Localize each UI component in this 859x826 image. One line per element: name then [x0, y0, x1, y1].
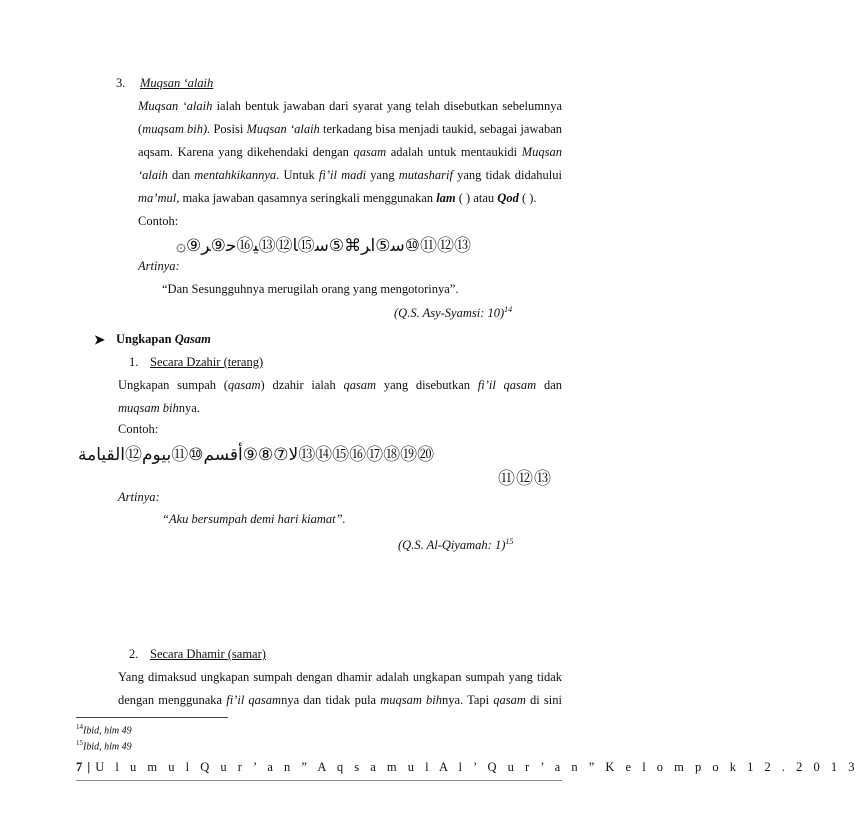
item1-arabic-verse-line-2: ⑪⑫⑬	[498, 469, 552, 489]
item2-paragraph-line-1: Yang dimaksud ungkapan sumpah dengan dhamir adalah ungkapan sumpah yang tidak	[118, 670, 562, 684]
ungkapan-title: Ungkapan Qasam	[116, 332, 211, 346]
section3-contoh-label: Contoh:	[138, 214, 179, 228]
arrow-bullet-icon: ➤	[94, 332, 105, 347]
section3-reference: (Q.S. Asy-Syamsi: 10)$^{14}$	[394, 305, 513, 321]
section3-heading: Muqsan ‘alaih	[140, 76, 214, 90]
section3-arabic-verse: ۞⑨ﺳ⑤ﺍﺮ⌘⑤ﺳ⑮ﺎ⑫⑬ﻴ⑯ﺣ⑨ﺮ⑩⑪⑫⑬	[176, 236, 471, 256]
item1-paragraph-line-1: Ungkapan sumpah (qasam) dzahir ialah qasam yang disebutkan fi’il qasam dan	[118, 378, 562, 392]
item1-arabic-verse-line-1: ﻻ⑦⑧⑨ﺃﻗﺴﻢ⑩⑪ﺑﻴﻮﻡ⑫ﺍﻟﻘﻴﺎﻣﺔ⑬⑭⑮⑯⑰⑱⑲⑳	[78, 445, 435, 465]
footer-rule	[76, 780, 562, 781]
footnote-15: $^{15}$Ibid, hlm 49	[76, 739, 132, 753]
item1-number: 1.	[129, 355, 139, 369]
section3-paragraph-line-3: aqsam. Karena yang dikehendaki dengan qasam adalah untuk mentaukidi Muqsan	[138, 145, 562, 159]
section3-artinya-label: Artinya:	[138, 259, 180, 273]
section3-paragraph-line-2: (muqsam bih). Posisi Muqsan ‘alaih terkadang bisa menjadi taukid, sebagai jawaban	[138, 122, 562, 136]
section3-paragraph-line-4: ‘alaih dan mentahkikannya. Untuk fi’il madi yang mutasharif yang tidak didahului	[138, 168, 562, 182]
item1-heading: Secara Dzahir (terang)	[150, 355, 264, 369]
page-footer	[76, 760, 859, 775]
section3-paragraph-line-5: ma’mul, maka jawaban qasamnya seringkali menggunakan lam ( ) atau Qod ( ).	[138, 191, 537, 205]
item2-number: 2.	[129, 647, 139, 661]
item1-artinya-label: Artinya:	[118, 490, 160, 504]
section3-paragraph-line-1: Muqsan ‘alaih ialah bentuk jawaban dari syarat yang telah disebutkan sebelumnya	[138, 99, 562, 113]
item1-paragraph-line-2: muqsam bihnya.	[118, 401, 200, 415]
item1-translation: “Aku bersumpah demi hari kiamat”.	[162, 512, 346, 526]
footnote-14: $^{14}$Ibid, hlm 49	[76, 723, 132, 737]
item1-contoh-label: Contoh:	[118, 422, 159, 436]
item2-heading: Secara Dhamir (samar)	[150, 647, 266, 661]
item1-reference: (Q.S. Al-Qiyamah: 1)$^{15}$	[398, 537, 514, 553]
page-number: 7 |	[76, 760, 96, 774]
section3-translation: “Dan Sesungguhnya merugilah orang yang mengotorinya”.	[162, 282, 459, 296]
footer-running-title: U l u m u l Q u r ’ a n ” A q s a m u l A l ’ Q u r ’ a n ” K e l o m p o k 1 2 . 2 0 1 3	[95, 760, 859, 774]
section3-number: 3.	[116, 76, 126, 90]
footnote-separator	[76, 717, 228, 718]
item2-paragraph-line-2: dengan menggunaka fi’il qasamnya dan tidak pula muqsam bihnya. Tapi qasam di sini	[118, 693, 562, 707]
